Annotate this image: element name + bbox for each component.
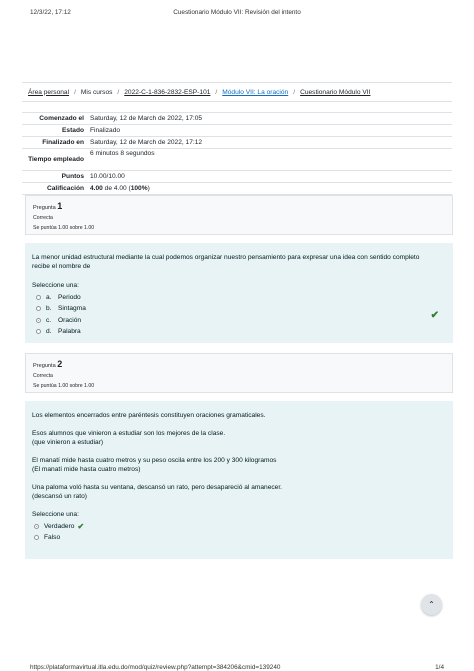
summary-row: Finalizado en Saturday, 12 de March de 2022, 17:12: [22, 137, 452, 149]
answer-option-selected[interactable]: c. Oración: [36, 316, 446, 325]
check-icon: ✔: [430, 310, 439, 321]
question-state: Correcta: [33, 215, 53, 221]
radio-button[interactable]: [36, 329, 41, 334]
question-grade: Se puntúa 1.00 sobre 1.00: [33, 383, 95, 389]
question-grade: Se puntúa 1.00 sobre 1.00: [33, 225, 95, 231]
summary-row: Puntos 10.00/10.00: [22, 171, 452, 183]
radio-button[interactable]: [34, 535, 39, 540]
answer-option[interactable]: d. Palabra: [36, 327, 446, 336]
radio-button-checked[interactable]: [34, 524, 39, 529]
answer-prompt: Seleccione una:: [32, 282, 79, 289]
breadcrumb-module[interactable]: Módulo VII: La oración: [222, 88, 289, 96]
print-url: https://plataformavirtual.itla.edu.do/mod/quiz/review.php?attempt=384206&cmid=139240: [30, 664, 281, 671]
question-number: Pregunta 2: [33, 359, 63, 369]
breadcrumb-course[interactable]: 2022-C-1-836-2832-ESP-101: [124, 88, 211, 96]
radio-button-checked[interactable]: [36, 318, 41, 323]
question-text: (descansó un rato): [32, 493, 87, 500]
question-text: (que vinieron a estudiar): [32, 439, 104, 446]
question-info-2: [25, 353, 453, 393]
question-text: (El manatí mide hasta cuatro metros): [32, 466, 141, 473]
question-text: Una paloma voló hasta su ventana, descansó un rato, pero desapareció al amanecer.: [32, 484, 282, 491]
question-number: Pregunta 1: [33, 201, 63, 211]
question-info-1: [25, 195, 453, 235]
summary-row: Estado Finalizado: [22, 125, 452, 137]
radio-button[interactable]: [36, 295, 41, 300]
summary-row: Comenzado el Saturday, 12 de March de 2022, 17:05: [22, 113, 452, 125]
breadcrumb-quiz[interactable]: Cuestionario Módulo VII: [300, 88, 371, 96]
question-text: Esos alumnos que vinieron a estudiar son los mejores de la clase.: [32, 430, 226, 437]
back-to-top-button[interactable]: [421, 594, 442, 615]
print-page-number: 1/4: [435, 664, 444, 671]
summary-row: Calificación 4.00 de 4.00 (100%): [22, 183, 452, 195]
chevron-up-icon: ⌃: [428, 600, 435, 609]
question-content-1: [25, 243, 453, 343]
question-text: La menor unidad estructural mediante la cual podemos organizar nuestro pensamiento para expresar una idea con sentido completo recibe el nombre de: [32, 254, 420, 270]
summary-row: Tiempo empleado 6 minutos 8 segundos: [22, 149, 452, 171]
radio-button[interactable]: [36, 306, 41, 311]
question-text: Los elementos encerrados entre paréntesis constituyen oraciones gramaticales.: [32, 412, 266, 419]
question-content-2: [25, 401, 453, 559]
answer-option[interactable]: Falso: [34, 533, 446, 542]
attempt-summary-table: [22, 112, 452, 195]
answer-prompt: Seleccione una:: [32, 511, 79, 518]
answer-option-selected[interactable]: Verdadero ✔: [34, 522, 446, 531]
breadcrumb-home[interactable]: Área personal: [28, 88, 70, 96]
answer-option[interactable]: b. Sintagma: [36, 304, 446, 313]
breadcrumb-my-courses[interactable]: Mis cursos: [80, 88, 113, 96]
print-doc-title: Cuestionario Módulo VII: Revisión del intento: [173, 9, 301, 16]
question-text: El manatí mide hasta cuatro metros y su peso oscila entre los 200 y 300 kilogramos: [32, 457, 277, 464]
check-icon: ✔: [77, 521, 85, 531]
answer-option[interactable]: a. Periodo: [36, 293, 446, 302]
question-state: Correcta: [33, 373, 53, 379]
breadcrumb: Área personal / Mis cursos / 2022-C-1-836-2832-ESP-101 / Módulo VII: La oración / Cuestionario Módulo VII: [22, 82, 452, 102]
print-date: 12/3/22, 17:12: [30, 9, 71, 16]
